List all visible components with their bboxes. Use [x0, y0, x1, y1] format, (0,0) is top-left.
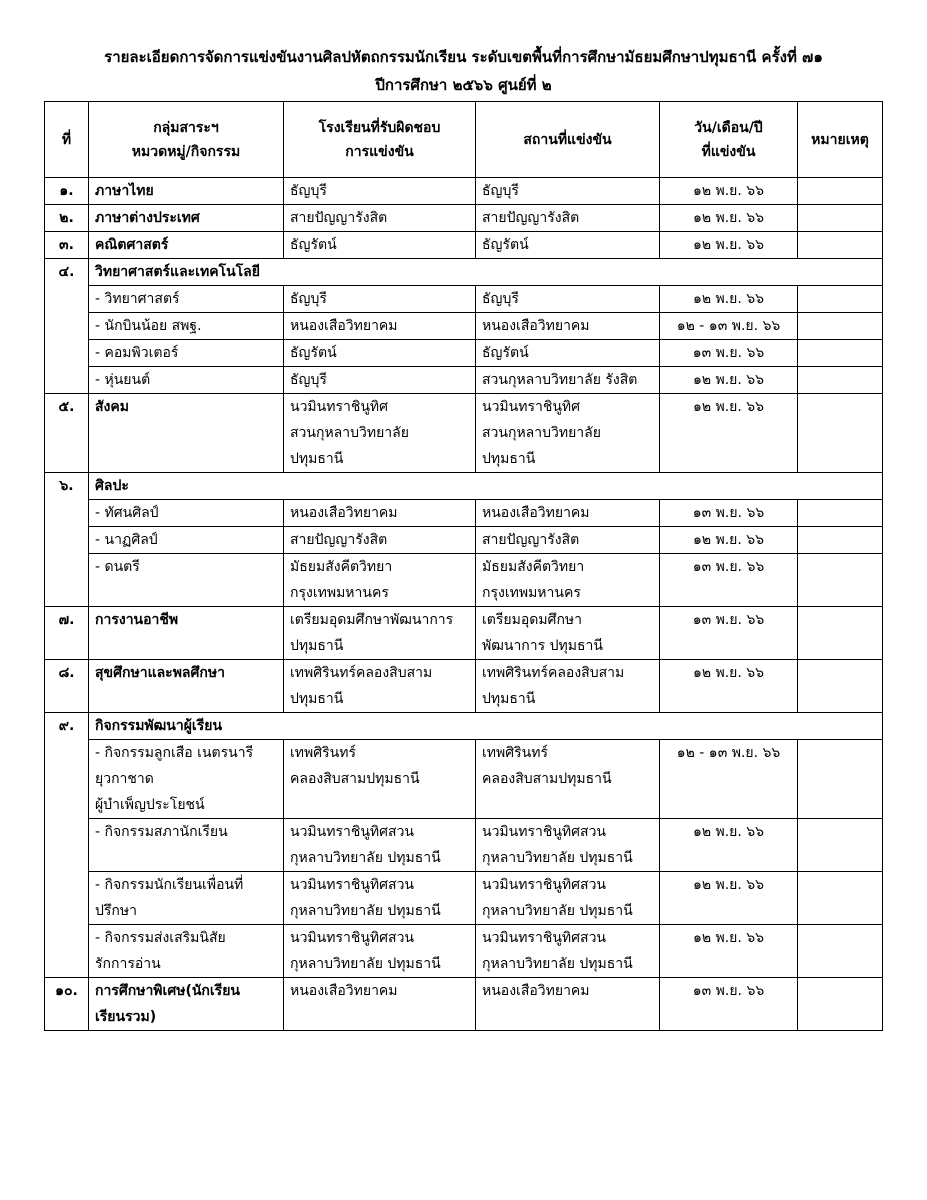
note-cell [798, 740, 883, 819]
venue-cell: สวนกุหลาบวิทยาลัย รังสิต [476, 367, 660, 394]
row-number: ๒. [45, 205, 89, 232]
row-number [45, 872, 89, 925]
row-number [45, 286, 89, 313]
school-cell: นวมินทราชินูทิศสวน กุหลาบวิทยาลัย ปทุมธานี [284, 925, 476, 978]
table-row [45, 978, 883, 1031]
date-cell: ๑๓ พ.ย. ๖๖ [660, 500, 798, 527]
venue-cell: เตรียมอุดมศึกษา พัฒนาการ ปทุมธานี [476, 607, 660, 660]
venue-cell: หนองเสือวิทยาคม [476, 500, 660, 527]
group-cell: - คอมพิวเตอร์ [89, 340, 284, 367]
note-cell [798, 660, 883, 713]
table-row [45, 232, 883, 259]
note-cell [798, 340, 883, 367]
school-cell: นวมินทราชินูทิศ สวนกุหลาบวิทยาลัย ปทุมธานี [284, 394, 476, 473]
table-row [45, 660, 883, 713]
school-cell: นวมินทราชินูทิศสวน กุหลาบวิทยาลัย ปทุมธานี [284, 872, 476, 925]
group-cell: สุขศึกษาและพลศึกษา [89, 660, 284, 713]
date-cell: ๑๓ พ.ย. ๖๖ [660, 978, 798, 1031]
date-cell: ๑๓ พ.ย. ๖๖ [660, 607, 798, 660]
table-row [45, 713, 883, 740]
venue-cell: สายปัญญารังสิต [476, 205, 660, 232]
venue-cell: เทพศิรินทร์คลองสิบสาม ปทุมธานี [476, 660, 660, 713]
venue-cell: ธัญบุรี [476, 178, 660, 205]
row-number: ๕. [45, 394, 89, 473]
school-cell: มัธยมสังคีตวิทยา กรุงเทพมหานคร [284, 554, 476, 607]
table-row [45, 367, 883, 394]
group-cell: - วิทยาศาสตร์ [89, 286, 284, 313]
note-cell [798, 367, 883, 394]
group-cell: การศึกษาพิเศษ(นักเรียน เรียนรวม) [89, 978, 284, 1031]
date-cell: ๑๒ พ.ย. ๖๖ [660, 367, 798, 394]
table-row [45, 554, 883, 607]
venue-cell: หนองเสือวิทยาคม [476, 313, 660, 340]
note-cell [798, 872, 883, 925]
table-row [45, 286, 883, 313]
group-cell: - กิจกรรมลูกเสือ เนตรนารี ยุวกาชาด ผู้บำเพ็ญประโยชน์ [89, 740, 284, 819]
school-cell: หนองเสือวิทยาคม [284, 500, 476, 527]
row-number: ๑๐. [45, 978, 89, 1031]
school-cell: เตรียมอุดมศึกษาพัฒนาการ ปทุมธานี [284, 607, 476, 660]
venue-cell: ธัญรัตน์ [476, 232, 660, 259]
date-cell: ๑๒ พ.ย. ๖๖ [660, 205, 798, 232]
group-cell: - กิจกรรมนักเรียนเพื่อนที่ ปรึกษา [89, 872, 284, 925]
header-school: โรงเรียนที่รับผิดชอบ การแข่งขัน [284, 102, 476, 178]
table-row [45, 394, 883, 473]
venue-cell: สายปัญญารังสิต [476, 527, 660, 554]
date-cell: ๑๓ พ.ย. ๖๖ [660, 554, 798, 607]
group-heading: ศิลปะ [89, 473, 883, 500]
venue-cell: นวมินทราชินูทิศ สวนกุหลาบวิทยาลัย ปทุมธานี [476, 394, 660, 473]
date-cell: ๑๒ พ.ย. ๖๖ [660, 232, 798, 259]
schedule-table [44, 101, 883, 1031]
group-cell: การงานอาชีพ [89, 607, 284, 660]
group-cell: - ดนตรี [89, 554, 284, 607]
group-cell: - นาฏศิลป์ [89, 527, 284, 554]
group-cell: ภาษาไทย [89, 178, 284, 205]
school-cell: เทพศิรินทร์ คลองสิบสามปทุมธานี [284, 740, 476, 819]
header-no: ที่ [45, 102, 89, 178]
date-cell: ๑๒ พ.ย. ๖๖ [660, 872, 798, 925]
row-number: ๑. [45, 178, 89, 205]
date-cell: ๑๒ พ.ย. ๖๖ [660, 660, 798, 713]
row-number [45, 313, 89, 340]
venue-cell: นวมินทราชินูทิศสวน กุหลาบวิทยาลัย ปทุมธานี [476, 819, 660, 872]
school-cell: เทพศิรินทร์คลองสิบสาม ปทุมธานี [284, 660, 476, 713]
school-cell: ธัญรัตน์ [284, 232, 476, 259]
table-row [45, 178, 883, 205]
venue-cell: ธัญรัตน์ [476, 340, 660, 367]
table-row [45, 607, 883, 660]
note-cell [798, 819, 883, 872]
row-number [45, 554, 89, 607]
date-cell: ๑๒ พ.ย. ๖๖ [660, 394, 798, 473]
table-row [45, 819, 883, 872]
note-cell [798, 286, 883, 313]
school-cell: นวมินทราชินูทิศสวน กุหลาบวิทยาลัย ปทุมธานี [284, 819, 476, 872]
row-number: ๗. [45, 607, 89, 660]
group-heading: กิจกรรมพัฒนาผู้เรียน [89, 713, 883, 740]
table-row [45, 473, 883, 500]
school-cell: ธัญรัตน์ [284, 340, 476, 367]
venue-cell: มัธยมสังคีตวิทยา กรุงเทพมหานคร [476, 554, 660, 607]
row-number [45, 740, 89, 819]
venue-cell: นวมินทราชินูทิศสวน กุหลาบวิทยาลัย ปทุมธานี [476, 925, 660, 978]
group-cell: - นักบินน้อย สพฐ. [89, 313, 284, 340]
group-cell: - กิจกรรมส่งเสริมนิสัย รักการอ่าน [89, 925, 284, 978]
row-number [45, 819, 89, 872]
note-cell [798, 500, 883, 527]
school-cell: สายปัญญารังสิต [284, 527, 476, 554]
header-group: กลุ่มสาระฯ หมวดหมู่/กิจกรรม [89, 102, 284, 178]
school-cell: สายปัญญารังสิต [284, 205, 476, 232]
header-date: วัน/เดือน/ปี ที่แข่งขัน [660, 102, 798, 178]
date-cell: ๑๒ พ.ย. ๖๖ [660, 925, 798, 978]
table-row [45, 925, 883, 978]
date-cell: ๑๒ พ.ย. ๖๖ [660, 286, 798, 313]
school-cell: หนองเสือวิทยาคม [284, 978, 476, 1031]
table-row [45, 340, 883, 367]
table-body [45, 178, 883, 1031]
row-number [45, 527, 89, 554]
venue-cell: หนองเสือวิทยาคม [476, 978, 660, 1031]
row-number: ๔. [45, 259, 89, 286]
note-cell [798, 554, 883, 607]
row-number [45, 925, 89, 978]
venue-cell: ธัญบุรี [476, 286, 660, 313]
date-cell: ๑๒ - ๑๓ พ.ย. ๖๖ [660, 313, 798, 340]
table-row [45, 527, 883, 554]
document-subtitle: ปีการศึกษา ๒๕๖๖ ศูนย์ที่ ๒ [375, 76, 552, 94]
header-note: หมายเหตุ [798, 102, 883, 178]
date-cell: ๑๒ พ.ย. ๖๖ [660, 819, 798, 872]
group-cell: - กิจกรรมสภานักเรียน [89, 819, 284, 872]
school-cell: ธัญบุรี [284, 286, 476, 313]
note-cell [798, 527, 883, 554]
row-number: ๓. [45, 232, 89, 259]
date-cell: ๑๒ พ.ย. ๖๖ [660, 527, 798, 554]
date-cell: ๑๒ - ๑๓ พ.ย. ๖๖ [660, 740, 798, 819]
table-row [45, 259, 883, 286]
table-row [45, 313, 883, 340]
date-cell: ๑๓ พ.ย. ๖๖ [660, 340, 798, 367]
group-cell: ภาษาต่างประเทศ [89, 205, 284, 232]
group-cell: - หุ่นยนต์ [89, 367, 284, 394]
note-cell [798, 925, 883, 978]
note-cell [798, 978, 883, 1031]
venue-cell: เทพศิรินทร์ คลองสิบสามปทุมธานี [476, 740, 660, 819]
note-cell [798, 178, 883, 205]
group-cell: - ทัศนศิลป์ [89, 500, 284, 527]
table-header-row [45, 102, 883, 178]
row-number: ๘. [45, 660, 89, 713]
group-cell: สังคม [89, 394, 284, 473]
group-heading: วิทยาศาสตร์และเทคโนโลยี [89, 259, 883, 286]
row-number [45, 367, 89, 394]
table-row [45, 872, 883, 925]
venue-cell: นวมินทราชินูทิศสวน กุหลาบวิทยาลัย ปทุมธานี [476, 872, 660, 925]
table-row [45, 500, 883, 527]
row-number [45, 500, 89, 527]
school-cell: หนองเสือวิทยาคม [284, 313, 476, 340]
note-cell [798, 313, 883, 340]
row-number [45, 340, 89, 367]
note-cell [798, 205, 883, 232]
header-venue: สถานที่แข่งขัน [476, 102, 660, 178]
table-row [45, 205, 883, 232]
note-cell [798, 394, 883, 473]
table-row [45, 740, 883, 819]
row-number: ๙. [45, 713, 89, 740]
date-cell: ๑๒ พ.ย. ๖๖ [660, 178, 798, 205]
note-cell [798, 232, 883, 259]
note-cell [798, 607, 883, 660]
school-cell: ธัญบุรี [284, 367, 476, 394]
row-number: ๖. [45, 473, 89, 500]
group-cell: คณิตศาสตร์ [89, 232, 284, 259]
document-title: รายละเอียดการจัดการแข่งขันงานศิลปหัตถกรรมนักเรียน ระดับเขตพื้นที่การศึกษามัธยมศึกษาปทุมธานี ครั้งที่ ๗๑ [104, 48, 823, 66]
school-cell: ธัญบุรี [284, 178, 476, 205]
